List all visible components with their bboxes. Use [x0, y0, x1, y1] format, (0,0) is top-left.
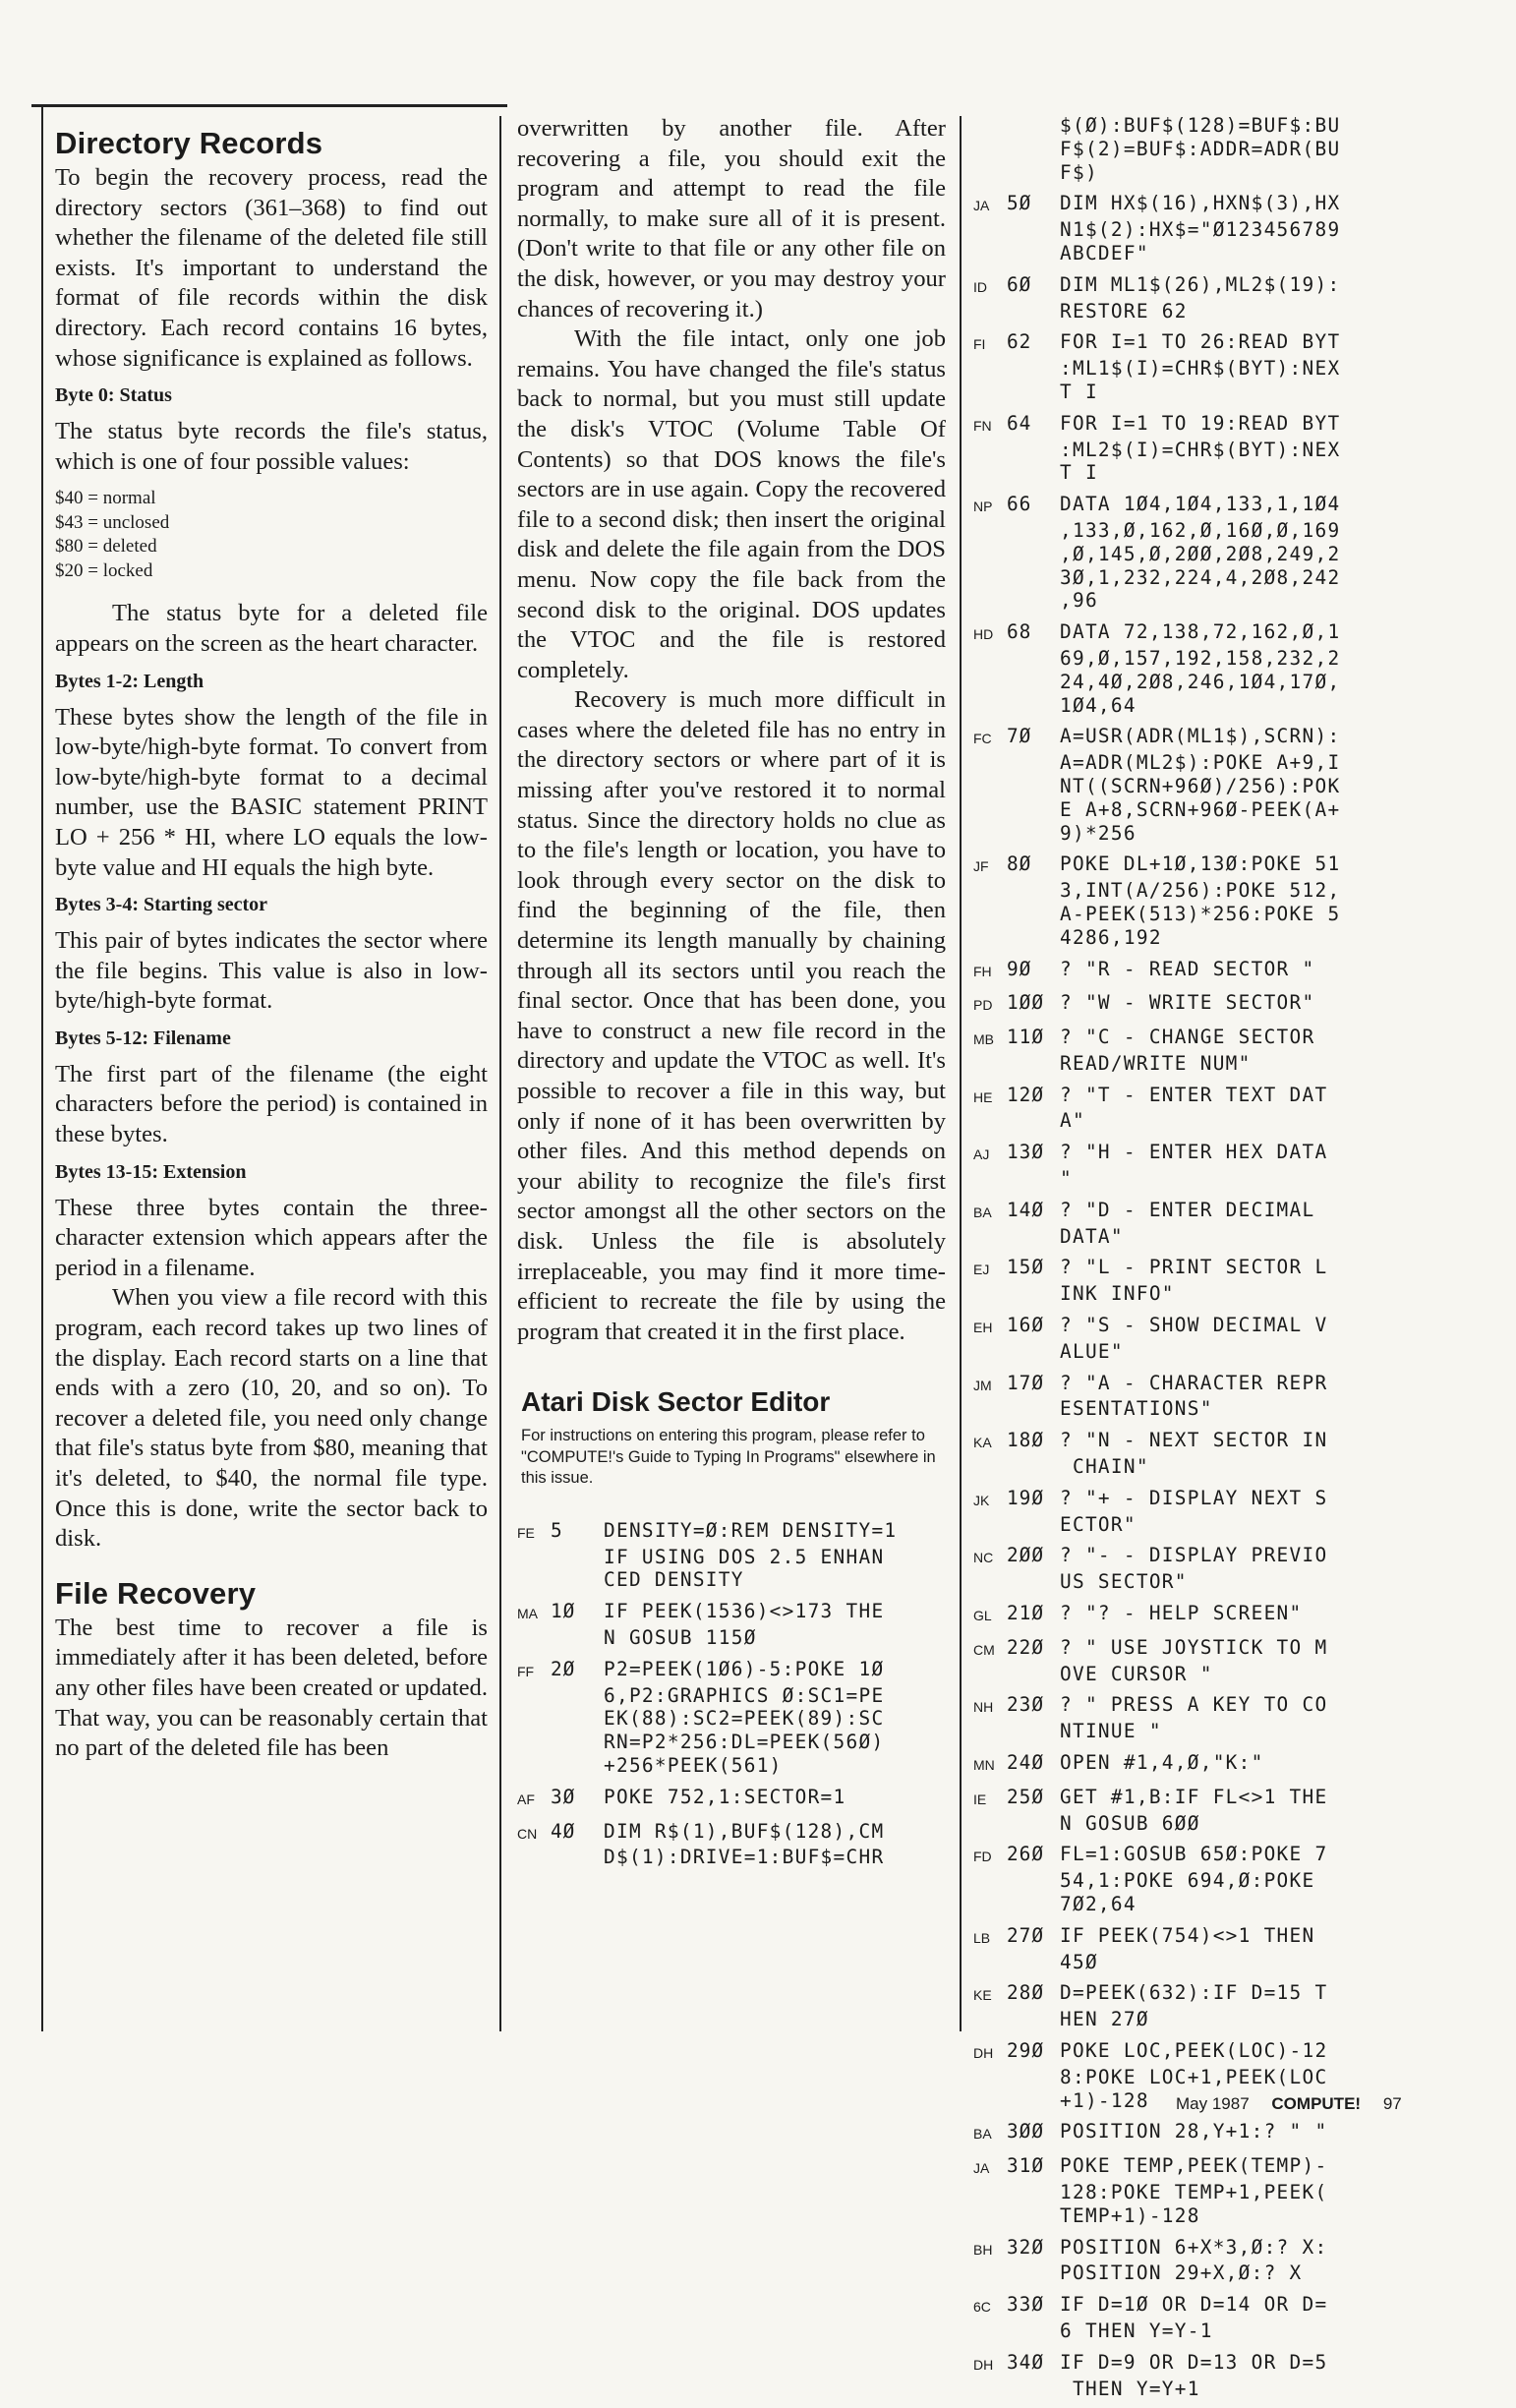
paragraph: The first part of the filename (the eight characters before the period) is contained in these bytes. [55, 1060, 488, 1148]
code-line [973, 273, 1416, 300]
checksum-code: JA [973, 2160, 990, 2177]
line-number: 23Ø [1007, 1693, 1045, 1717]
code-line-block [973, 1786, 1416, 1836]
checksum-code: LB [973, 1929, 991, 1946]
code-continuation: OVE CURSOR " [1060, 1662, 1213, 1685]
code-line-block [973, 192, 1416, 264]
checksum-code: DH [973, 2044, 994, 2061]
checksum-code: PD [973, 997, 993, 1014]
line-number: 5Ø [1007, 192, 1032, 215]
code-continuation: 3Ø,1,232,224,4,2Ø8,242 [1060, 565, 1341, 589]
code-line-block [973, 1372, 1416, 1422]
code-line [973, 1544, 1416, 1570]
code-text: DATA 72,138,72,162,Ø,1 [1060, 620, 1341, 644]
code-line [973, 1693, 1416, 1720]
code-continuation: F$(2)=BUF$:ADDR=ADR(BU [1060, 137, 1341, 160]
code-text: ? "+ - DISPLAY NEXT S [1060, 1486, 1328, 1509]
code-listing [517, 1519, 946, 1869]
code-text: ? " PRESS A KEY TO CO [1060, 1693, 1328, 1717]
checksum-code: JA [973, 198, 990, 214]
code-line [517, 1820, 946, 1847]
line-number: 11Ø [1007, 1026, 1045, 1049]
code-text: POSITION 6+X*3,Ø:? X: [1060, 2235, 1328, 2259]
code-line [973, 852, 1416, 879]
paragraph: These three bytes contain the three-character extension which appears after the period in a filename. [55, 1194, 488, 1281]
code-continuation: A=ADR(ML2$):POKE A+9,I [1060, 751, 1341, 775]
checksum-code: MA [517, 1606, 538, 1622]
page-number: 97 [1382, 2094, 1402, 2113]
code-continuation: " [1060, 1167, 1073, 1191]
checksum-code: NP [973, 499, 993, 515]
checksum-code: IE [973, 1791, 987, 1807]
line-number: 6Ø [1007, 272, 1032, 296]
code-text: ? "- - DISPLAY PREVIO [1060, 1544, 1328, 1567]
paragraph: To begin the recovery process, read the directory sectors (361–368) to find out whether the filename of the deleted file still exists. It's important to understand the format of file records within the disk directory. Each record contains 16 bytes, whose significance is explained as follows. [55, 164, 488, 372]
code-line-block [973, 273, 1416, 323]
code-line [517, 1519, 946, 1546]
line-number: 32Ø [1007, 2235, 1045, 2259]
code-text: DIM HX$(16),HXN$(3),HX [1060, 192, 1341, 215]
line-number: 25Ø [1007, 1785, 1045, 1808]
code-text: IF PEEK(1536)<>173 THE [604, 1600, 885, 1623]
checksum-code: AJ [973, 1146, 990, 1163]
code-line [973, 1199, 1416, 1225]
code-continuation: POSITION 29+X,Ø:? X [1060, 2261, 1303, 2285]
code-continuation: N GOSUB 6ØØ [1060, 1811, 1200, 1835]
checksum-code: KA [973, 1435, 992, 1451]
code-line-block [517, 1519, 946, 1592]
code-text: FOR I=1 TO 26:READ BYT [1060, 330, 1341, 354]
listing-title: Atari Disk Sector Editor [521, 1386, 831, 1418]
code-line-block [973, 1636, 1416, 1686]
subheading-filename: Bytes 5-12: Filename [55, 1027, 231, 1049]
code-line-block [973, 1544, 1416, 1594]
code-line [973, 2351, 1416, 2378]
code-line [517, 1786, 946, 1812]
line-number: 33Ø [1007, 2293, 1045, 2317]
code-line-block [973, 2293, 1416, 2343]
code-line [973, 1602, 1416, 1628]
code-continuation: EK(88):SC2=PEEK(89):SC [604, 1707, 885, 1731]
paragraph: The status byte records the file's status, which is one of four possible values: [55, 418, 488, 475]
checksum-code: JF [973, 858, 989, 875]
code-line [973, 1084, 1416, 1110]
line-number: 21Ø [1007, 1602, 1045, 1625]
code-line-block [973, 493, 1416, 613]
top-rule [31, 104, 507, 107]
code-listing-continued [973, 114, 1416, 2400]
code-continuation: N GOSUB 115Ø [604, 1626, 757, 1650]
code-line [973, 1026, 1416, 1052]
status-value: $20 = locked [55, 559, 153, 581]
code-line [973, 725, 1416, 751]
checksum-code: FC [973, 731, 992, 747]
code-continuation: THEN Y=Y+1 [1060, 2377, 1200, 2400]
line-number: 24Ø [1007, 1751, 1045, 1775]
code-continuation: 3,INT(A/256):POKE 512, [1060, 879, 1341, 903]
code-line-block [517, 1820, 946, 1870]
column-3 [973, 114, 1416, 2408]
code-line [973, 991, 1416, 1018]
checksum-code: BH [973, 2241, 993, 2258]
code-text: ? "L - PRINT SECTOR L [1060, 1256, 1328, 1279]
checksum-code: BA [973, 1204, 992, 1220]
code-continuation: TEMP+1)-128 [1060, 2203, 1200, 2227]
checksum-code: HE [973, 1088, 993, 1105]
checksum-code: BA [973, 2126, 992, 2143]
code-continuation: 6 THEN Y=Y-1 [1060, 2319, 1213, 2342]
column-1 [55, 122, 488, 1764]
code-line-block [973, 2351, 1416, 2401]
code-line-block [973, 852, 1416, 949]
code-line-block [973, 1602, 1416, 1628]
code-text: $(Ø):BUF$(128)=BUF$:BU [1060, 114, 1341, 137]
code-continuation: READ/WRITE NUM" [1060, 1051, 1252, 1075]
subheading-status: Byte 0: Status [55, 384, 172, 407]
line-number: 13Ø [1007, 1141, 1045, 1164]
code-continuation: IF USING DOS 2.5 ENHAN [604, 1545, 885, 1568]
code-continuation: ,96 [1060, 589, 1098, 613]
code-text: ? " USE JOYSTICK TO M [1060, 1635, 1328, 1659]
line-number: 27Ø [1007, 1923, 1045, 1947]
paragraph: Recovery is much more difficult in cases where the deleted file has no entry in the directory sectors or where part of it is missing after you've restored it to normal status. Since the directory holds no clue as to the file's length or location, you have to look through every sector on the disk to find the beginning of the file, then determine its length manually by chaining through all its sectors until you reach the final sector. Once that has been done, you have to construct a new file record in the directory and update the VTOC as well. It's possible to recover a file in this way, but only if none of it has been overwritten by other files. And this method depends on your ability to recognize the file's first sector amongst all the other sectors on the disk. Unless the file is absolutely irreplaceable, you may find it more time-efficient to recreate the file by using the program that created it in the first place. [517, 686, 946, 1345]
code-text: ? "W - WRITE SECTOR" [1060, 991, 1315, 1015]
code-continuation: 7Ø2,64 [1060, 1893, 1137, 1915]
code-line [973, 1141, 1416, 1167]
code-text: IF PEEK(754)<>1 THEN [1060, 1923, 1315, 1947]
status-value: $40 = normal [55, 488, 156, 509]
code-text: IF D=9 OR D=13 OR D=5 [1060, 2350, 1328, 2374]
code-text: POKE TEMP,PEEK(TEMP)- [1060, 2154, 1328, 2178]
checksum-code: DH [973, 2356, 994, 2373]
paragraph: The best time to recover a file is immediately after it has been deleted, before any other files have been created or updated. That way, you can be reasonably certain that no part of the deleted file has been [55, 1614, 488, 1762]
line-number: 2Ø [551, 1657, 576, 1680]
line-number: 16Ø [1007, 1314, 1045, 1337]
paragraph: The status byte for a deleted file appears on the screen as the heart character. [55, 600, 488, 657]
code-continuation: 128:POKE TEMP+1,PEEK( [1060, 2180, 1328, 2203]
code-line-block [973, 620, 1416, 717]
code-text: POKE LOC,PEEK(LOC)-12 [1060, 2038, 1328, 2062]
code-line [973, 1786, 1416, 1812]
code-line-block [973, 1693, 1416, 1743]
checksum-code: KE [973, 1987, 992, 2004]
code-continuation: 8:POKE LOC+1,PEEK(LOC [1060, 2065, 1328, 2088]
code-line-block [973, 991, 1416, 1018]
checksum-code: 6C [973, 2299, 991, 2316]
code-line [973, 1636, 1416, 1663]
code-line-block [973, 1429, 1416, 1479]
column-2 [517, 114, 946, 1877]
line-number: 12Ø [1007, 1083, 1045, 1106]
line-number: 1ØØ [1007, 991, 1045, 1015]
checksum-code: AF [517, 1791, 535, 1807]
code-text: OPEN #1,4,Ø,"K:" [1060, 1751, 1264, 1775]
checksum-code: GL [973, 1608, 992, 1624]
line-number: 4Ø [551, 1819, 576, 1843]
code-line-block [973, 1751, 1416, 1778]
code-text: D=PEEK(632):IF D=15 T [1060, 1981, 1328, 2005]
code-continuation: 9)*256 [1060, 821, 1137, 845]
code-line [517, 1658, 946, 1684]
page-footer [1176, 2094, 1402, 2114]
code-continuation: F$) [1060, 160, 1098, 184]
line-number: 68 [1007, 620, 1032, 644]
subheading-extension: Bytes 13-15: Extension [55, 1160, 247, 1183]
listing-note: For instructions on entering this program, please refer to "COMPUTE!'s Guide to Typing In Programs" elsewhere in this issue. [521, 1427, 936, 1488]
code-line [973, 114, 1416, 138]
code-continuation: DATA" [1060, 1224, 1124, 1248]
code-continuation: ABCDEF" [1060, 241, 1149, 264]
code-line [973, 2236, 1416, 2262]
code-text: DATA 1Ø4,1Ø4,133,1,1Ø4 [1060, 493, 1341, 516]
code-text: DIM R$(1),BUF$(128),CM [604, 1819, 885, 1843]
code-line [973, 620, 1416, 647]
code-text: ? "R - READ SECTOR " [1060, 957, 1315, 980]
code-continuation: D$(1):DRIVE=1:BUF$=CHR [604, 1846, 885, 1869]
code-line [973, 330, 1416, 357]
column-divider-1 [499, 116, 501, 2031]
code-line [973, 1487, 1416, 1513]
code-line [517, 1600, 946, 1626]
code-text: GET #1,B:IF FL<>1 THE [1060, 1785, 1328, 1808]
status-value: $80 = deleted [55, 536, 157, 558]
checksum-code: CM [973, 1641, 995, 1658]
code-continuation: :ML2$(I)=CHR$(BYT):NEX [1060, 438, 1341, 461]
paragraph: When you view a file record with this program, each record takes up two lines of the display. Each record starts on a line that ends with a zero (10, 20, and so on). To recover a deleted file, you need only change that file's status byte from $80, meaning that it's deleted, to $40, the normal file type. Once this is done, write the sector back to disk. [55, 1284, 488, 1553]
checksum-code: FH [973, 963, 992, 979]
line-number: 3Ø [551, 1785, 576, 1808]
code-line-block [973, 1487, 1416, 1537]
code-continuation: RESTORE 62 [1060, 299, 1188, 323]
magazine-name: COMPUTE! [1271, 2094, 1362, 2113]
checksum-code: FF [517, 1663, 535, 1679]
paragraph: These bytes show the length of the file in low-byte/high-byte format. To convert from low-byte/high-byte format to a decimal number, use the BASIC statement PRINT LO + 256 * HI, where LO equals the low-byte value and HI equals the high byte. [55, 703, 488, 881]
checksum-code: JK [973, 1492, 990, 1508]
line-number: 22Ø [1007, 1635, 1045, 1659]
code-line [973, 958, 1416, 984]
paragraph: With the file intact, only one job remains. You have changed the file's status back to normal, but you must still update the disk's VTOC (Volume Table Of Contents) so that DOS knows the file's sectors are in use again. Copy the recovered file to a second disk; then insert the original disk and delete the file again from the DOS menu. Now copy the file back from the second disk to the original. DOS updates the VTOC and the file is restored completely. [517, 325, 946, 683]
line-number: 19Ø [1007, 1486, 1045, 1509]
code-continuation: US SECTOR" [1060, 1570, 1188, 1594]
code-continuation: CED DENSITY [604, 1568, 744, 1592]
code-line-block [973, 1026, 1416, 1076]
code-continuation: 45Ø [1060, 1950, 1098, 1973]
checksum-code: FI [973, 336, 986, 353]
code-line [973, 1924, 1416, 1951]
code-text: ? "S - SHOW DECIMAL V [1060, 1314, 1328, 1337]
line-number: 8Ø [1007, 852, 1032, 876]
code-line [973, 1843, 1416, 1869]
line-number: 64 [1007, 411, 1032, 435]
checksum-code: EH [973, 1320, 993, 1336]
checksum-code: FE [517, 1524, 535, 1541]
checksum-code: NC [973, 1550, 994, 1566]
code-continuation: A-PEEK(513)*256:POKE 5 [1060, 902, 1341, 925]
code-line-block [973, 1314, 1416, 1364]
checksum-code: CN [517, 1825, 538, 1842]
heading-directory-records: Directory Records [55, 126, 323, 160]
line-number: 29Ø [1007, 2038, 1045, 2062]
code-continuation: RN=P2*256:DL=PEEK(56Ø) [604, 1731, 885, 1754]
checksum-code: HD [973, 626, 994, 643]
code-continuation: INK INFO" [1060, 1282, 1175, 1306]
code-continuation: CHAIN" [1060, 1455, 1149, 1479]
left-border [41, 104, 43, 2031]
line-number: 66 [1007, 493, 1032, 516]
issue-date: May 1987 [1176, 2094, 1250, 2113]
code-line [973, 493, 1416, 519]
code-line [973, 1981, 1416, 2008]
code-line-block [973, 725, 1416, 845]
heading-file-recovery: File Recovery [55, 1575, 257, 1611]
column-divider-2 [960, 116, 962, 2031]
code-continuation: ,133,Ø,162,Ø,16Ø,Ø,169 [1060, 518, 1341, 542]
line-number: 34Ø [1007, 2350, 1045, 2374]
checksum-code: JM [973, 1377, 992, 1393]
line-number: 62 [1007, 330, 1032, 354]
line-number: 9Ø [1007, 957, 1032, 980]
code-line [973, 1256, 1416, 1282]
code-text: DIM ML1$(26),ML2$(19): [1060, 272, 1341, 296]
code-line [973, 1429, 1416, 1455]
subheading-length: Bytes 1-2: Length [55, 670, 204, 692]
code-continuation: 24,4Ø,2Ø8,246,1Ø4,17Ø, [1060, 670, 1341, 693]
code-text: IF D=1Ø OR D=14 OR D= [1060, 2293, 1328, 2317]
code-text: FL=1:GOSUB 65Ø:POKE 7 [1060, 1843, 1328, 1866]
code-continuation: A" [1060, 1109, 1085, 1133]
code-continuation: T I [1060, 380, 1098, 403]
code-continuation: ,Ø,145,Ø,2ØØ,2Ø8,249,2 [1060, 542, 1341, 565]
code-continuation: NTINUE " [1060, 1720, 1162, 1743]
code-line [973, 192, 1416, 218]
code-continuation: 4286,192 [1060, 925, 1162, 949]
code-line-block [973, 2236, 1416, 2286]
paragraph: This pair of bytes indicates the sector where the file begins. This value is also in low-byte/high-byte format. [55, 927, 488, 1015]
code-text: ? "? - HELP SCREEN" [1060, 1602, 1303, 1625]
code-line [973, 1751, 1416, 1778]
code-line-block [517, 1658, 946, 1778]
checksum-code: ID [973, 278, 987, 295]
code-text: DENSITY=Ø:REM DENSITY=1 [604, 1518, 898, 1542]
code-line-block [517, 1600, 946, 1650]
line-number: 31Ø [1007, 2154, 1045, 2178]
code-continuation: E A+8,SCRN+96Ø-PEEK(A+ [1060, 797, 1341, 821]
line-number: 5 [551, 1518, 563, 1542]
checksum-code: EJ [973, 1262, 990, 1278]
code-continuation: 69,Ø,157,192,158,232,2 [1060, 646, 1341, 670]
code-continuation: HEN 27Ø [1060, 2008, 1149, 2031]
code-line-block [973, 2154, 1416, 2227]
checksum-code: MN [973, 1757, 995, 1774]
code-line [973, 412, 1416, 439]
code-line-block [517, 1786, 946, 1812]
code-text: ? "N - NEXT SECTOR IN [1060, 1429, 1328, 1452]
code-text: ? "C - CHANGE SECTOR [1060, 1026, 1315, 1049]
line-number: 26Ø [1007, 1843, 1045, 1866]
code-text: P2=PEEK(1Ø6)-5:POKE 1Ø [604, 1657, 885, 1680]
code-line-block [973, 958, 1416, 984]
code-text: ? "A - CHARACTER REPR [1060, 1371, 1328, 1394]
code-line-block [973, 114, 1416, 184]
code-line-block [973, 1924, 1416, 1974]
code-line [973, 2039, 1416, 2066]
line-number: 7Ø [1007, 725, 1032, 748]
code-continuation: :ML1$(I)=CHR$(BYT):NEX [1060, 357, 1341, 381]
checksum-code [973, 114, 1007, 117]
line-number: 28Ø [1007, 1981, 1045, 2005]
code-text: POSITION 28,Y+1:? " " [1060, 2120, 1328, 2144]
code-continuation: ESENTATIONS" [1060, 1397, 1213, 1421]
checksum-code: FD [973, 1849, 992, 1865]
code-line-block [973, 1843, 1416, 1915]
code-line [973, 2293, 1416, 2320]
code-line-block [973, 1199, 1416, 1249]
line-number: 17Ø [1007, 1371, 1045, 1394]
checksum-code: MB [973, 1031, 994, 1048]
line-number: 14Ø [1007, 1198, 1045, 1221]
code-line [973, 2154, 1416, 2181]
subheading-starting-sector: Bytes 3-4: Starting sector [55, 894, 268, 916]
code-continuation: T I [1060, 461, 1098, 485]
code-continuation: N1$(2):HX$="Ø123456789 [1060, 218, 1341, 242]
code-line-block [973, 1981, 1416, 2031]
code-continuation: +256*PEEK(561) [604, 1754, 783, 1778]
code-line-block [973, 2120, 1416, 2146]
paragraph: overwritten by another file. After recovering a file, you should exit the program and attempt to read the file normally, to make sure all of it is present. (Don't write to that file or any other file on the disk, however, or you may destroy your chances of recovering it.) [517, 115, 946, 323]
line-number: 1Ø [551, 1600, 576, 1623]
code-continuation: +1)-128 [1060, 2088, 1149, 2112]
code-continuation: NT((SCRN+96Ø)/256):POK [1060, 774, 1341, 797]
code-continuation: ECTOR" [1060, 1512, 1137, 1536]
code-line-block [973, 1084, 1416, 1134]
code-text: POKE DL+1Ø,13Ø:POKE 51 [1060, 852, 1341, 876]
code-line-block [973, 412, 1416, 485]
code-text: ? "D - ENTER DECIMAL [1060, 1198, 1315, 1221]
code-continuation: 54,1:POKE 694,Ø:POKE [1060, 1869, 1315, 1893]
line-number: 18Ø [1007, 1429, 1045, 1452]
code-text: FOR I=1 TO 19:READ BYT [1060, 411, 1341, 435]
line-number: 2ØØ [1007, 1544, 1045, 1567]
code-line [973, 1314, 1416, 1340]
line-number: 15Ø [1007, 1256, 1045, 1279]
code-text: ? "T - ENTER TEXT DAT [1060, 1083, 1328, 1106]
code-text: POKE 752,1:SECTOR=1 [604, 1785, 846, 1808]
code-line-block [973, 1141, 1416, 1191]
code-text: A=USR(ADR(ML1$),SCRN): [1060, 725, 1341, 748]
code-line-block [973, 330, 1416, 403]
code-continuation: 1Ø4,64 [1060, 693, 1137, 717]
code-line-block [973, 1256, 1416, 1306]
checksum-code: NH [973, 1699, 994, 1716]
checksum-code: FN [973, 417, 992, 434]
code-text: ? "H - ENTER HEX DATA [1060, 1141, 1328, 1164]
status-value: $43 = unclosed [55, 511, 170, 533]
code-line [973, 1372, 1416, 1398]
status-value-list [55, 487, 488, 583]
line-number: 3ØØ [1007, 2120, 1045, 2144]
code-continuation: ALUE" [1060, 1339, 1124, 1363]
code-line [973, 2120, 1416, 2146]
code-continuation: 6,P2:GRAPHICS Ø:SC1=PE [604, 1683, 885, 1707]
